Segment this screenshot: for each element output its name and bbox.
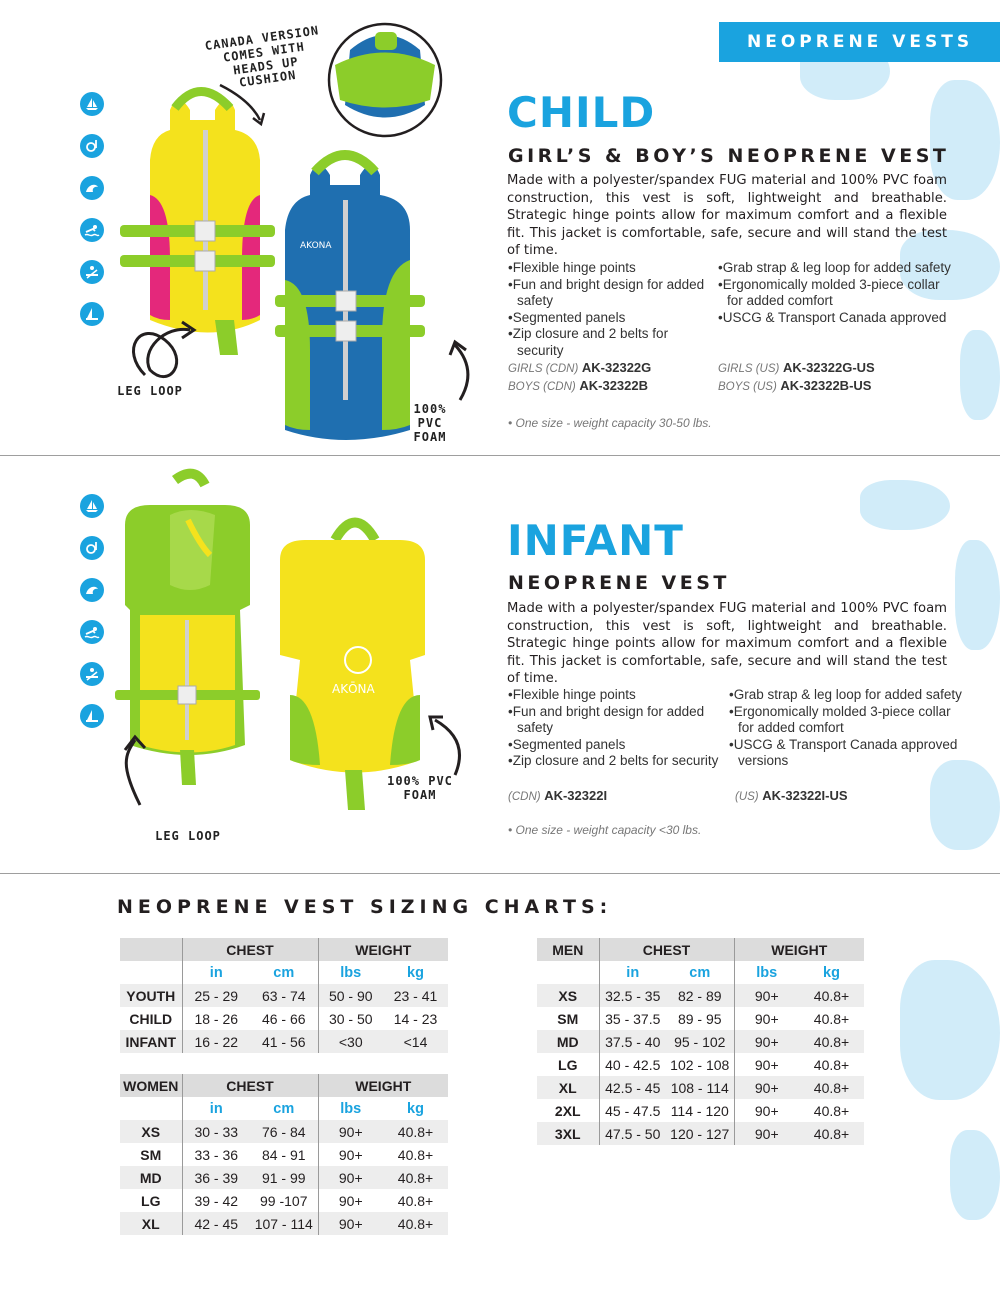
child-sku: BOYS (US) AK-32322B-US [718,378,872,393]
canada-cushion-callout: CANADA VERSION COMES WITH HEADS UP CUSHION [204,23,320,91]
table-row: MD 36 - 39 91 - 99 90+ 40.8+ [120,1166,448,1189]
snorkel-icon [80,134,104,158]
weight-header: WEIGHT [734,938,864,961]
table-row: LG 40 - 42.5 102 - 108 90+ 40.8+ [537,1053,864,1076]
table-row: XL 42 - 45 107 - 114 90+ 40.8+ [120,1212,448,1235]
swimmer-icon [80,218,104,242]
child-foam-callout: 100% PVC FOAM [413,402,447,444]
feature-item: • Zip closure and 2 belts for security [508,326,708,359]
bg-blob [950,1130,1000,1220]
infant-features-left [508,687,728,770]
infant-sku: (CDN) AK-32322I [508,788,608,803]
unit-kg: kg [383,1097,448,1120]
table-row: YOUTH 25 - 29 63 - 74 50 - 90 23 - 41 [120,984,448,1007]
feature-item: • Zip closure and 2 belts for security [508,753,728,770]
unit-cm: cm [666,961,734,984]
weight-header: WEIGHT [318,938,448,961]
men-sizing-table [537,938,864,1145]
infant-leg-loop-callout: LEG LOOP [155,829,221,843]
bg-blob [930,760,1000,850]
child-title: CHILD [507,88,656,137]
unit-cm: cm [250,1097,318,1120]
unit-in: in [182,1097,250,1120]
table-row: XS 30 - 33 76 - 84 90+ 40.8+ [120,1120,448,1143]
section-divider [0,873,1000,874]
sizing-charts-title: NEOPRENE VEST SIZING CHARTS: [117,896,613,918]
unit-lbs: lbs [318,961,383,984]
child-vest-brand: AKONA [300,241,332,251]
chest-header: CHEST [182,938,318,961]
unit-kg: kg [383,961,448,984]
feature-item: • Fun and bright design for added safety [508,704,728,737]
infant-activity-icons [80,494,104,746]
bg-blob [960,330,1000,420]
windsurf-icon [80,302,104,326]
child-vests-image [110,20,500,440]
table-row: XL 42.5 - 45 108 - 114 90+ 40.8+ [537,1076,864,1099]
table-row: 3XL 47.5 - 50 120 - 127 90+ 40.8+ [537,1122,864,1145]
section-divider [0,455,1000,456]
table-row: LG 39 - 42 99 -107 90+ 40.8+ [120,1189,448,1212]
unit-in: in [599,961,666,984]
feature-item: • Flexible hinge points [508,260,708,277]
unit-lbs: lbs [318,1097,383,1120]
unit-lbs: lbs [734,961,799,984]
feature-item: • USCG & Transport Canada approved [718,310,958,327]
table-corner [120,938,182,961]
infant-description: Made with a polyester/spandex FUG material and 100% PVC foam construction, this vest is soft, lightweight and breathable. Strategic hinge points allow for maximum comfort and a flexible fit. This jacket is comfortable, safe, secure and will stand the test of time. [507,601,947,686]
child-features-left [508,260,708,359]
infant-vest-brand: AKŌNA [332,682,375,696]
child-activity-icons [80,92,104,344]
child-description: Made with a polyester/spandex FUG material and 100% PVC foam construction, this vest is soft, lightweight and breathable. Strategic hinge points allow for maximum comfort and a flexible fit. This jacket is comfortable, safe, secure and will stand the test of time. [507,173,947,258]
table-corner: MEN [537,938,599,961]
table-row: XS 32.5 - 35 82 - 89 90+ 40.8+ [537,984,864,1007]
surf-wave-icon [80,578,104,602]
surf-wave-icon [80,176,104,200]
feature-item: • Grab strap & leg loop for added safety [718,260,958,277]
feature-item: • Ergonomically molded 3-piece collar for added comfort [718,277,958,310]
unit-kg: kg [799,961,864,984]
child-subtitle: GIRL’S & BOY’S NEOPRENE VEST [508,145,950,167]
kayak-icon [80,260,104,284]
table-row: 2XL 45 - 47.5 114 - 120 90+ 40.8+ [537,1099,864,1122]
section-header-tab: NEOPRENE VESTS [719,22,1000,62]
feature-item: • Ergonomically molded 3-piece collar for added comfort [729,704,969,737]
swimmer-icon [80,620,104,644]
infant-title: INFANT [507,516,684,565]
youth-sizing-table [120,938,448,1053]
feature-item: • Grab strap & leg loop for added safety [729,687,969,704]
infant-size-note: • One size - weight capacity <30 lbs. [508,823,702,837]
infant-subtitle: NEOPRENE VEST [508,572,730,594]
table-row: SM 35 - 37.5 89 - 95 90+ 40.8+ [537,1007,864,1030]
infant-foam-callout: 100% PVC FOAM [387,774,453,802]
chest-header: CHEST [182,1074,318,1097]
child-sku: GIRLS (US) AK-32322G-US [718,360,875,375]
child-sku: BOYS (CDN) AK-32322B [508,378,649,393]
child-leg-loop-callout: LEG LOOP [117,384,183,398]
child-features-right [718,260,958,326]
infant-sku: (US) AK-32322I-US [735,788,848,803]
feature-item: • Fun and bright design for added safety [508,277,708,310]
kayak-icon [80,662,104,686]
unit-in: in [182,961,250,984]
infant-features-right [729,687,969,770]
weight-header: WEIGHT [318,1074,448,1097]
table-corner: WOMEN [120,1074,182,1097]
feature-item: • Flexible hinge points [508,687,728,704]
table-row: CHILD 18 - 26 46 - 66 30 - 50 14 - 23 [120,1007,448,1030]
feature-item: • Segmented panels [508,737,728,754]
bg-blob [955,540,1000,650]
unit-spacer [120,961,182,984]
unit-spacer [537,961,599,984]
unit-spacer [120,1097,182,1120]
windsurf-icon [80,704,104,728]
table-row: SM 33 - 36 84 - 91 90+ 40.8+ [120,1143,448,1166]
bg-blob [860,480,950,530]
women-sizing-table [120,1074,448,1235]
feature-item: • USCG & Transport Canada approved versions [729,737,969,770]
sailboat-icon [80,494,104,518]
child-size-note: • One size - weight capacity 30-50 lbs. [508,416,712,430]
unit-cm: cm [250,961,318,984]
chest-header: CHEST [599,938,734,961]
table-row: INFANT 16 - 22 41 - 56 <30 <14 [120,1030,448,1053]
table-row: MD 37.5 - 40 95 - 102 90+ 40.8+ [537,1030,864,1053]
snorkel-icon [80,536,104,560]
bg-blob [900,960,1000,1100]
child-sku: GIRLS (CDN) AK-32322G [508,360,652,375]
feature-item: • Segmented panels [508,310,708,327]
sailboat-icon [80,92,104,116]
